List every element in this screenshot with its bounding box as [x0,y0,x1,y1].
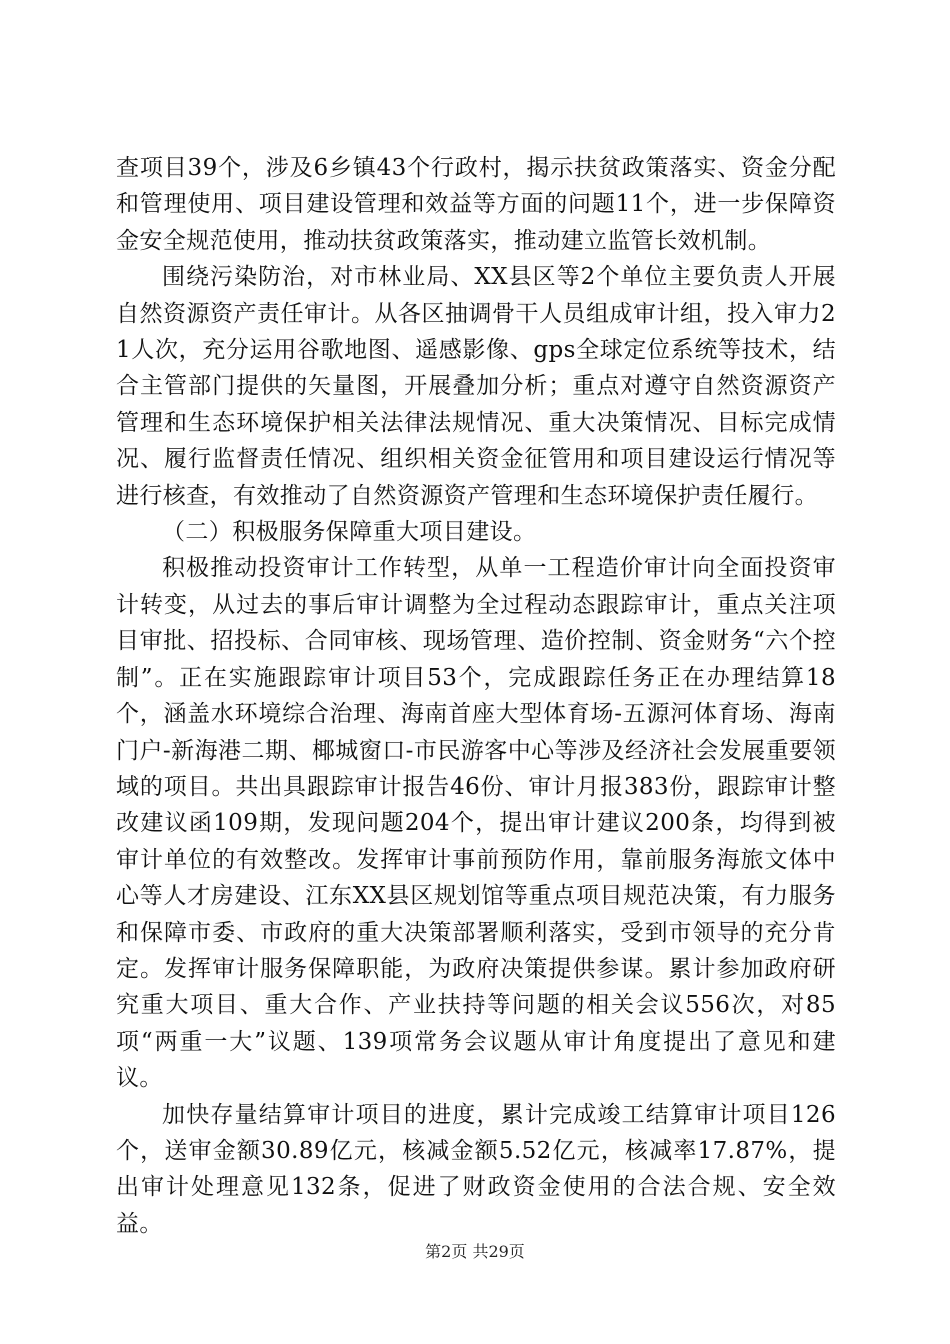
paragraph-settlement-audit: 加快存量结算审计项目的进度，累计完成竣工结算审计项目126个，送审金额30.89亿元，核减金额5.52亿元，核减率17.87%，提出审计处理意见132条，促进了财政资金使用的合法合规、安全效益。 [116,1101,836,1237]
section-heading: （二）积极服务保障重大项目建设。 [162,519,537,546]
paragraph-poverty-audit: 查项目39个，涉及6乡镇43个行政村，揭示扶贫政策落实、资金分配和管理使用、项目建设管理和效益等方面的问题11个，进一步保障资金安全规范使用，推动扶贫政策落实，推动建立监管长效机制。 [116,155,836,254]
document-body [116,150,836,1242]
paragraph-pollution-audit: 围绕污染防治，对市林业局、XX县区等2个单位主要负责人开展自然资源资产责任审计。从各区抽调骨干人员组成审计组，投入审力21人次，充分运用谷歌地图、遥感影像、gps全球定位系统等技术，结合主管部门提供的矢量图，开展叠加分析；重点对遵守自然资源资产管理和生态环境保护相关法律法规情况、重大决策情况、目标完成情况、履行监督责任情况、组织相关资金征管用和项目建设运行情况等进行核查，有效推动了自然资源资产管理和生态环境保护责任履行。 [116,264,836,509]
paragraph-investment-audit: 积极推动投资审计工作转型，从单一工程造价审计向全面投资审计转变，从过去的事后审计调整为全过程动态跟踪审计，重点关注项目审批、招投标、合同审核、现场管理、造价控制、资金财务“六个控制”。正在实施跟踪审计项目53个，完成跟踪任务正在办理结算18个，涵盖水环境综合治理、海南首座大型体育场-五源河体育场、海南门户-新海港二期、椰城窗口-市民游客中心等涉及经济社会发展重要领域的项目。共出具跟踪审计报告46份、审计月报383份，跟踪审计整改建议函109期，发现问题204个，提出审计建议200条，均得到被审计单位的有效整改。发挥审计事前预防作用，靠前服务海旅文体中心等人才房建设、江东XX县区规划馆等重点项目规范决策，有力服务和保障市委、市政府的重大决策部署顺利落实，受到市领导的充分肯定。发挥审计服务保障职能，为政府决策提供参谋。累计参加政府研究重大项目、重大合作、产业扶持等问题的相关会议556次，对85项“两重一大”议题、139项常务会议题从审计角度提出了意见和建议。 [116,555,836,1092]
page-number-footer: 第2页 共29页 [425,1242,525,1261]
